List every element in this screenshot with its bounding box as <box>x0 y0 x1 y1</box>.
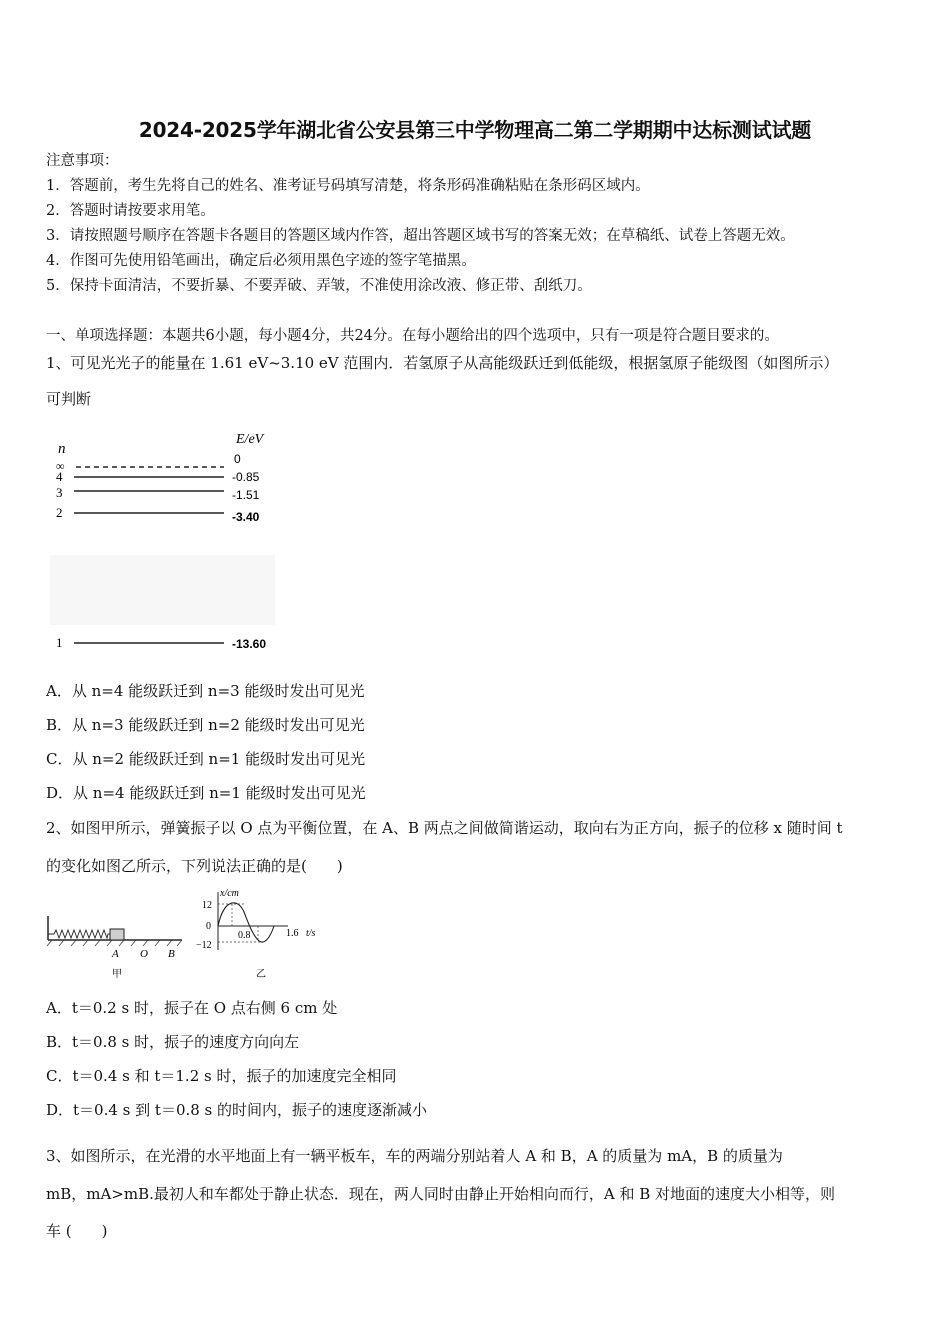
level-energy-label: -1.51 <box>232 488 260 502</box>
q1-option-c[interactable]: C．从 n=2 能级跃迁到 n=1 能级时发出可见光 <box>46 750 366 768</box>
level-energy-label: 0 <box>234 452 241 466</box>
q1-option-d[interactable]: D．从 n=4 能级跃迁到 n=1 能级时发出可见光 <box>46 784 366 802</box>
section-heading: 一、单项选择题：本题共6小题，每小题4分，共24分。在每小题给出的四个选项中，只有一项是符合题目要求的。 <box>46 328 779 344</box>
axis-label-n: n <box>58 441 66 457</box>
point-label-a: A <box>112 948 119 960</box>
spring-oscillator-figure <box>44 910 189 982</box>
note-item: 3．请按照题号顺序在答题卡各题目的答题区域内作答，超出答题区域书写的答案无效；在草稿纸、试卷上答题无效。 <box>46 228 795 244</box>
spring-icon <box>48 930 110 938</box>
q2-option-d[interactable]: D．t＝0.4 s 到 t＝0.8 s 的时间内，振子的速度逐渐减小 <box>46 1101 428 1119</box>
q3-stem-line1: 3、如图所示，在光滑的水平地面上有一辆平板车，车的两端分别站着人 A 和 B，A 的质量为 mA，B 的质量为 <box>46 1147 783 1165</box>
axis-label-energy: E/eV <box>236 432 264 447</box>
exam-title: 2024-2025学年湖北省公安县第三中学物理高二第二学期期中达标测试试题 <box>138 118 812 142</box>
figure-caption-yi: 乙 <box>256 969 266 980</box>
x-tick-label: 1.6 <box>286 928 299 939</box>
level-n-label: 1 <box>56 635 63 650</box>
level-energy-label: -13.60 <box>232 637 267 651</box>
note-item: 4．作图可先使用铅笔画出，确定后必须用黑色字迹的签字笔描黑。 <box>46 253 476 269</box>
energy-level-diagram <box>48 425 288 655</box>
oscillator-block <box>110 929 124 940</box>
q2-stem-line1: 2、如图甲所示，弹簧振子以 O 点为平衡位置，在 A、B 两点之间做简谐运动，取向右为正方向，振子的位移 x 随时间 t <box>46 819 843 837</box>
point-label-o: O <box>140 948 148 960</box>
q1-stem-line1: 1、可见光光子的能量在 1.61 eV~3.10 eV 范围内．若氢原子从高能级跃迁到低能级，根据氢原子能级图（如图所示） <box>46 354 839 372</box>
note-item: 2．答题时请按要求用笔。 <box>46 203 215 219</box>
level-energy-label: -3.40 <box>232 510 260 524</box>
y-tick-label: 0 <box>206 921 211 932</box>
q2-option-b[interactable]: B．t＝0.8 s 时，振子的速度方向向左 <box>46 1033 300 1051</box>
x-tick-label: 0.8 <box>238 930 251 941</box>
q2-stem-line2: 的变化如图乙所示，下列说法正确的是( ) <box>46 857 343 875</box>
q1-stem-line2: 可判断 <box>46 390 92 408</box>
q1-option-b[interactable]: B．从 n=3 能级跃迁到 n=2 能级时发出可见光 <box>46 716 365 734</box>
q1-option-a[interactable]: A．从 n=4 能级跃迁到 n=3 能级时发出可见光 <box>46 682 365 700</box>
notes-heading: 注意事项： <box>46 153 119 169</box>
displacement-time-graph <box>192 884 332 982</box>
y-tick-label: −12 <box>196 940 212 951</box>
level-energy-label: -0.85 <box>232 470 260 484</box>
figure-caption-jia: 甲 <box>112 969 122 980</box>
level-n-label: 3 <box>56 485 63 500</box>
q2-option-c[interactable]: C．t＝0.4 s 和 t＝1.2 s 时，振子的加速度完全相同 <box>46 1067 397 1085</box>
level-n-label: ∞ <box>56 459 65 473</box>
q2-option-a[interactable]: A．t＝0.2 s 时，振子在 O 点右侧 6 cm 处 <box>46 999 338 1017</box>
point-label-b: B <box>168 948 175 960</box>
diagram-gap-shade <box>50 555 275 625</box>
level-n-label: 2 <box>56 505 63 520</box>
x-axis-label: t/s <box>306 928 316 939</box>
note-item: 1．答题前，考生先将自己的姓名、准考证号码填写清楚，将条形码准确粘贴在条形码区域内。 <box>46 178 650 194</box>
y-tick-label: 12 <box>202 900 212 911</box>
level-n-label: 4 <box>56 469 63 484</box>
note-item: 5．保持卡面清洁，不要折暴、不要弄破、弄皱，不准使用涂改液、修正带、刮纸刀。 <box>46 278 592 294</box>
y-axis-label: x/cm <box>220 888 239 899</box>
q3-stem-line2: mB，mA>mB.最初人和车都处于静止状态．现在，两人同时由静止开始相向而行，A 和 B 对地面的速度大小相等，则 <box>46 1185 836 1203</box>
q3-stem-line3: 车 ( ) <box>46 1222 108 1240</box>
